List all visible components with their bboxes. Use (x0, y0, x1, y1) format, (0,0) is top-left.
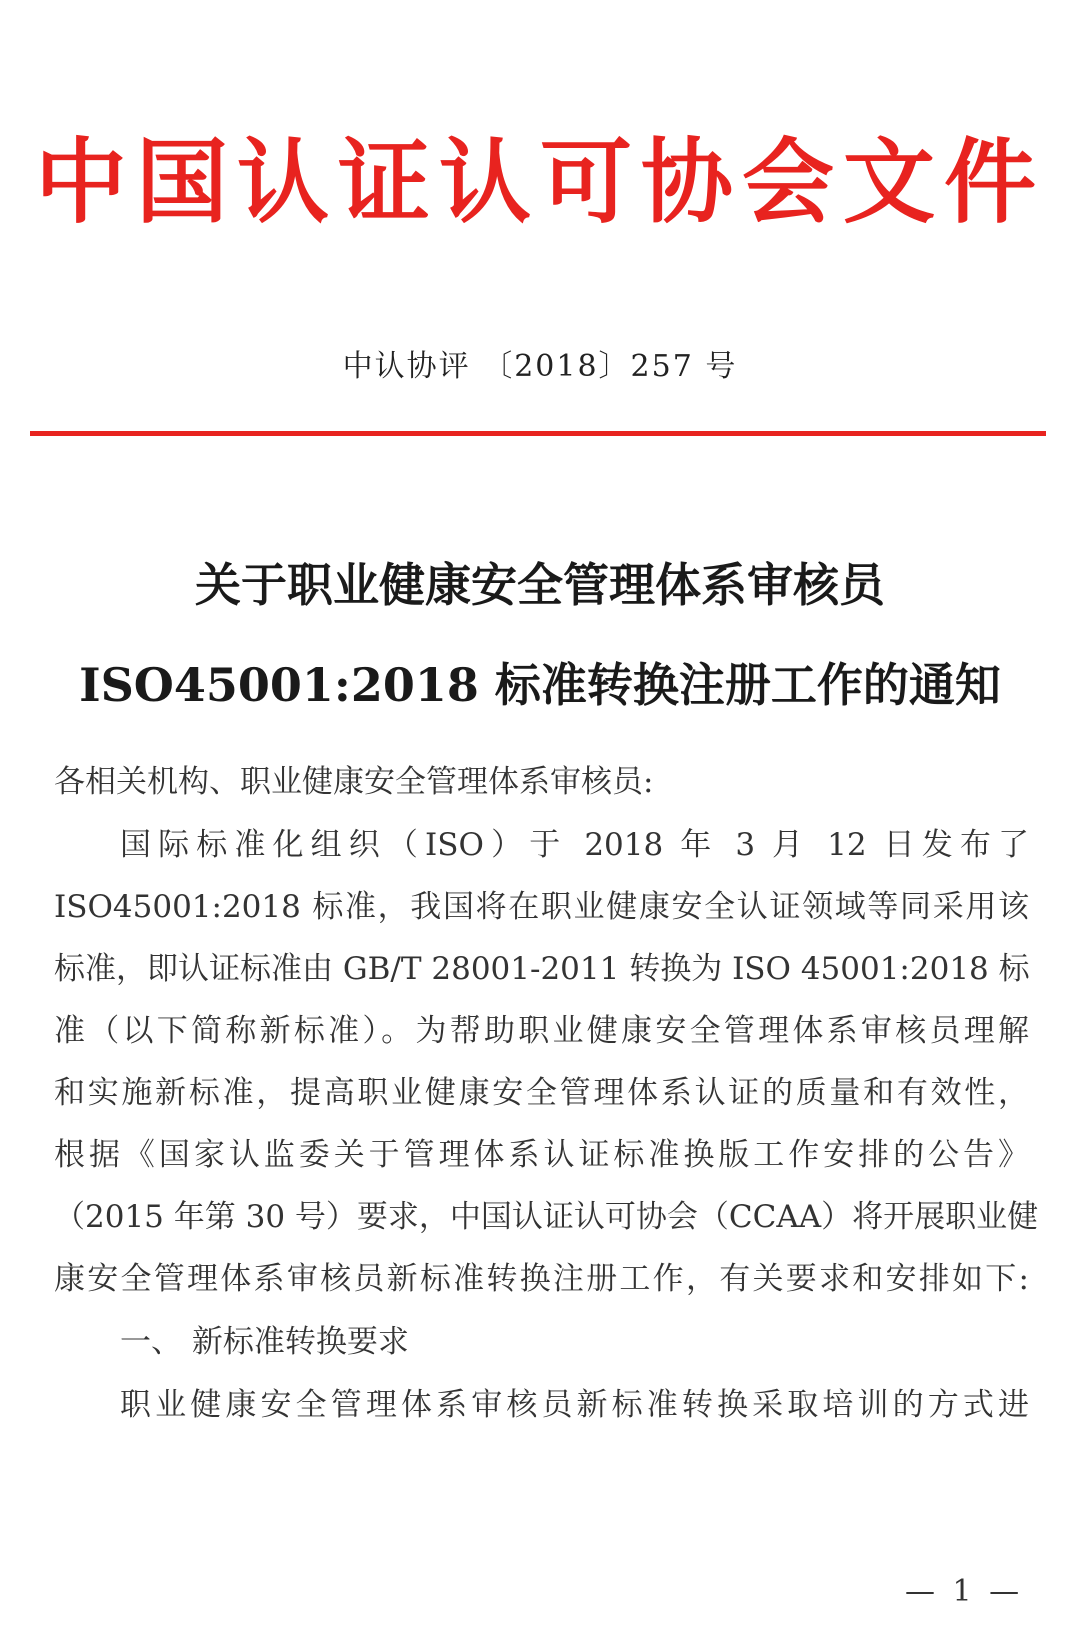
paragraph-line: 根据《国家认监委关于管理体系认证标准换版工作安排的公告》 (54, 1137, 1029, 1173)
paragraph-line: 职业健康安全管理体系审核员新标准转换采取培训的方式进 (120, 1387, 1029, 1423)
paragraph-line: ISO45001:2018 标准，我国将在职业健康安全认证领域等同采用该 (54, 889, 1029, 925)
page-number: — 1 — (905, 1574, 1024, 1609)
section-heading: 一、 新标准转换要求 (120, 1324, 409, 1360)
document-number: 中认协评 〔2018〕257 号 (342, 349, 738, 384)
paragraph-line: （2015 年第 30 号）要求，中国认证认可协会（CCAA）将开展职业健 (54, 1199, 1039, 1235)
paragraph-line: 标准，即认证标准由 GB/T 28001-2011 转换为 ISO 45001:2018 标 (54, 951, 1030, 987)
paragraph-line: 准（以下简称新标准）。为帮助职业健康安全管理体系审核员理解 (54, 1013, 1029, 1049)
notice-title-line-2: ISO45001:2018 标准转换注册工作的通知 (79, 658, 1001, 712)
red-divider-rule (30, 431, 1046, 436)
salutation: 各相关机构、职业健康安全管理体系审核员: (54, 764, 654, 800)
paragraph-line: 康安全管理体系审核员新标准转换注册工作，有关要求和安排如下: (54, 1261, 1029, 1297)
paragraph-line: 国际标准化组织（ISO）于 2018 年 3 月 12 日发布了 (120, 827, 1029, 863)
notice-title-line-1: 关于职业健康安全管理体系审核员 (195, 558, 885, 612)
paragraph-line: 和实施新标准，提高职业健康安全管理体系认证的质量和有效性， (54, 1075, 1029, 1111)
masthead-title: 中国认证认可协会文件 (34, 129, 1045, 236)
